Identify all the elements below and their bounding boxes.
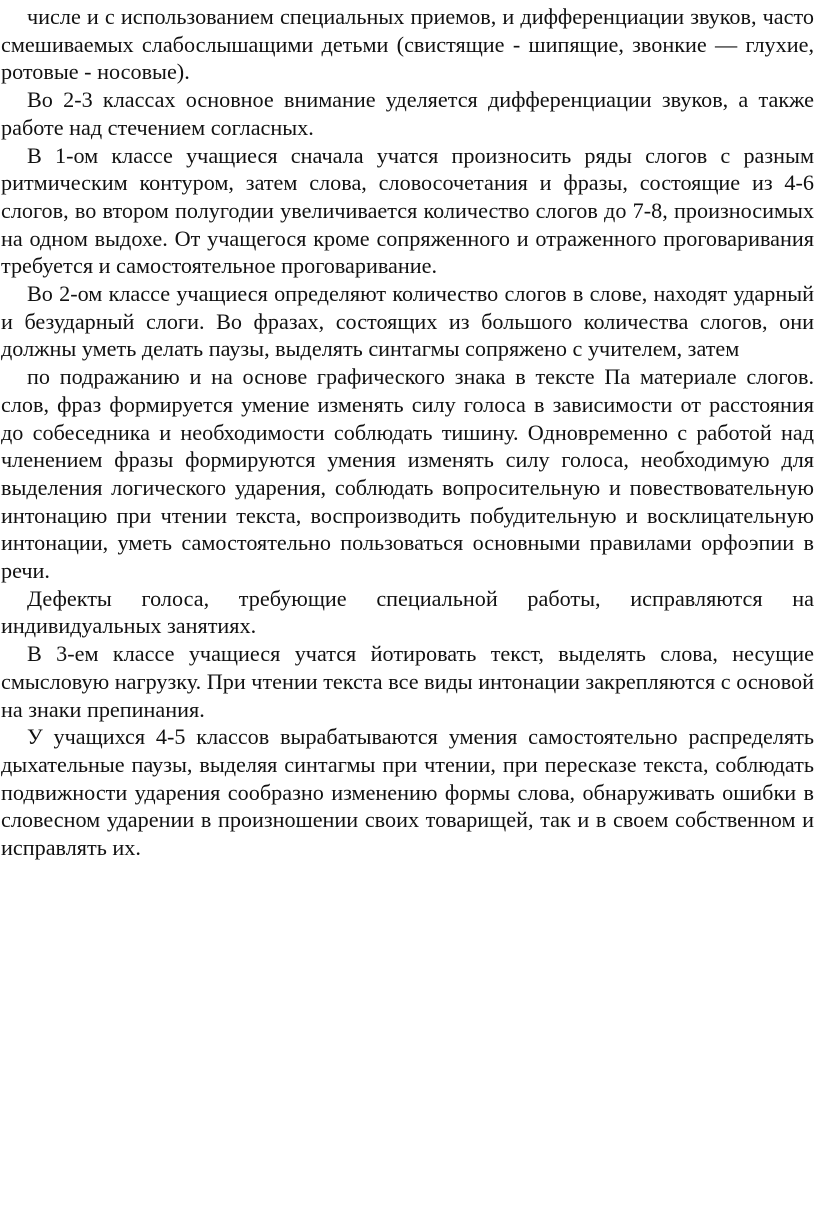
document-body — [1, 3, 814, 862]
paragraph-7: В 3-ем классе учащиеся учатся йотировать текст, выделять слова, несущие смысловую нагрузку. При чтении текста все виды интонации закрепляются с основой на знаки препинания. — [1, 641, 814, 722]
paragraph-4: Во 2-ом классе учащиеся определяют количество слогов в слове, находят ударный и безударный слоги. Во фразах, состоящих из большого количества слогов, они должны уметь делать паузы, выделять синтагмы сопряжено с учителем, затем — [1, 281, 814, 362]
paragraph-6: Дефекты голоса, требующие специальной работы, исправляются на индивидуальных занятиях. — [1, 585, 814, 639]
paragraph-1: числе и с использованием специальных приемов, и дифференциации звуков, часто смешиваемых слабослышащими детьми (свистящие - шипящие, звонкие — глухие, ротовые - носовые). — [1, 4, 814, 85]
paragraph-2: Во 2-3 классах основное внимание уделяется дифференциации звуков, а также работе над стечением согласных. — [1, 87, 814, 140]
paragraph-5: по подражанию и на основе графического знака в тексте Па материале слогов. слов, фраз формируется умение изменять силу голоса в зависимости от расстояния до собеседника и необходимости соблюдать тишину. Одновременно с работой над членением фразы формируются умения изменять силу голоса, необходимую для выделения логического ударения, соблюдать вопросительную и повествовательную интонацию при чтении текста, воспроизводить побудительную и восклицательную интонации, уметь самостоятельно пользоваться основными правилами орфоэпии в речи. — [1, 364, 814, 584]
paragraph-3: В 1-ом классе учащиеся сначала учатся произносить ряды слогов с разным ритмическим контуром, затем слова, словосочетания и фразы, состоящие из 4-6 слогов, во втором полугодии увеличивается количество слогов до 7-8, произносимых на одном выдохе. От учащегося кроме сопряженного и отраженного проговаривания требуется и самостоятельное проговаривание. — [1, 142, 814, 279]
paragraph-8: У учащихся 4-5 классов вырабатываются умения самостоятельно распределять дыхательные паузы, выделяя синтагмы при чтении, при пересказе текста, соблюдать подвижности ударения сообразно изменению формы слова, обнаруживать ошибки в словесном ударении в произношении своих товарищей, так и в своем собственном и исправлять их. — [1, 724, 814, 861]
